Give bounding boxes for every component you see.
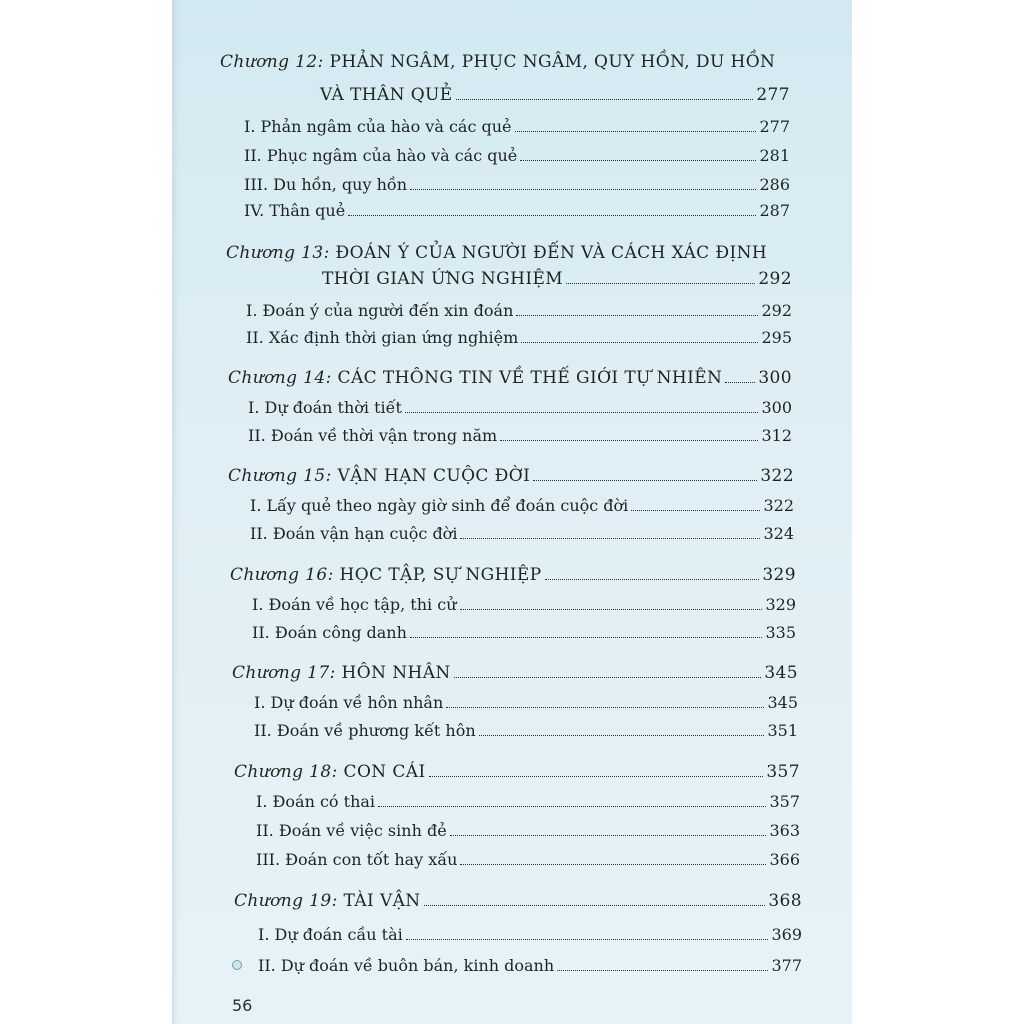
chapter-14-page: 300: [758, 368, 792, 388]
toc-entry: III. Du hồn, quy hồn 286: [244, 175, 790, 194]
chapter-19-page: 368: [768, 891, 802, 911]
chapter-16-title: HỌC TẬP, SỰ NGHIỆP: [339, 565, 542, 585]
chapter-15-title: VẬN HẠN CUỘC ĐỜI: [337, 466, 531, 486]
chapter-17-lead: Chương 17:: [232, 663, 336, 683]
dot-leader: [446, 707, 764, 708]
toc-entry: I. Dự đoán thời tiết 300: [248, 398, 792, 417]
chapter-17-heading: [232, 662, 798, 684]
dot-leader: [410, 637, 763, 638]
dot-leader: [424, 905, 766, 906]
chapter-14-lead: Chương 14:: [228, 368, 332, 388]
toc-entry: II. Dự đoán về buôn bán, kinh doanh 377: [258, 956, 802, 975]
dot-leader: [406, 939, 769, 940]
binding-hole: [232, 960, 242, 970]
chapter-13-title-cont: THỜI GIAN ỨNG NGHIỆM 292: [322, 269, 792, 289]
dot-leader: [545, 579, 760, 580]
toc-entry: II. Đoán vận hạn cuộc đời 324: [250, 524, 794, 543]
toc-entry: II. Xác định thời gian ứng nghiệm 295: [246, 328, 792, 347]
toc-entry: I. Đoán ý của người đến xin đoán 292: [246, 301, 792, 320]
chapter-15-page: 322: [760, 466, 794, 486]
chapter-13-page: 292: [758, 269, 792, 289]
toc-entry: I. Lấy quẻ theo ngày giờ sinh để đoán cuộc đời 322: [250, 496, 794, 515]
chapter-13-title: ĐOÁN Ý CỦA NGƯỜI ĐẾN VÀ CÁCH XÁC ĐỊNH: [335, 243, 768, 263]
chapter-13-heading: [226, 242, 767, 264]
chapter-14-title: CÁC THÔNG TIN VỀ THẾ GIỚI TỰ NHIÊN: [337, 368, 723, 388]
dot-leader: [460, 609, 763, 610]
dot-leader: [500, 440, 758, 441]
chapter-19-lead: Chương 19:: [234, 891, 338, 911]
dot-leader: [405, 412, 759, 413]
dot-leader: [460, 864, 766, 865]
chapter-18-title: CON CÁI: [343, 762, 426, 782]
toc-entry: II. Phục ngâm của hào và các quẻ 281: [244, 146, 790, 165]
dot-leader: [378, 806, 766, 807]
book-page: [172, 0, 852, 1024]
dot-leader: [479, 735, 765, 736]
dot-leader: [450, 835, 767, 836]
chapter-16-page: 329: [762, 565, 796, 585]
dot-leader: [521, 342, 758, 343]
page-number: 56: [232, 996, 253, 1015]
dot-leader: [454, 677, 762, 678]
chapter-12-page: 277: [756, 85, 790, 105]
dot-leader: [520, 160, 756, 161]
toc-entry: IV. Thân quẻ 287: [244, 201, 790, 220]
chapter-18-heading: [234, 761, 800, 783]
chapter-14-heading: [228, 367, 792, 389]
dot-leader: [429, 776, 764, 777]
chapter-12-title-cont: VÀ THÂN QUẺ 277: [320, 85, 790, 105]
chapter-17-page: 345: [764, 663, 798, 683]
toc-entry: I. Dự đoán về hôn nhân 345: [254, 693, 798, 712]
toc-entry: I. Đoán về học tập, thi cử 329: [252, 595, 796, 614]
toc-entry: I. Phản ngâm của hào và các quẻ 277: [244, 117, 790, 136]
toc-entry: II. Đoán về phương kết hôn 351: [254, 721, 798, 740]
dot-leader: [515, 131, 757, 132]
chapter-19-heading: [234, 890, 802, 912]
dot-leader: [516, 315, 758, 316]
dot-leader: [410, 189, 756, 190]
toc-entry: II. Đoán về việc sinh đẻ 363: [256, 821, 800, 840]
chapter-19-title: TÀI VẬN: [343, 891, 421, 911]
dot-leader: [348, 215, 756, 216]
toc-entry: I. Đoán có thai 357: [256, 792, 800, 811]
chapter-15-heading: [228, 465, 794, 487]
chapter-15-lead: Chương 15:: [228, 466, 332, 486]
chapter-17-title: HÔN NHÂN: [341, 663, 451, 683]
chapter-13-lead: Chương 13:: [226, 243, 330, 263]
chapter-18-lead: Chương 18:: [234, 762, 338, 782]
dot-leader: [460, 538, 760, 539]
chapter-12-title: PHẢN NGÂM, PHỤC NGÂM, QUY HỒN, DU HỒN: [329, 52, 776, 72]
chapter-16-heading: [230, 564, 796, 586]
table-of-contents: [172, 0, 852, 1024]
toc-entry: II. Đoán công danh 335: [252, 623, 796, 642]
chapter-18-page: 357: [766, 762, 800, 782]
chapter-16-lead: Chương 16:: [230, 565, 334, 585]
dot-leader: [456, 99, 754, 100]
chapter-12-heading: [220, 51, 775, 73]
toc-entry: III. Đoán con tốt hay xấu 366: [256, 850, 800, 869]
dot-leader: [557, 970, 768, 971]
chapter-12-lead: Chương 12:: [220, 52, 324, 72]
toc-entry: I. Dự đoán cầu tài 369: [258, 925, 802, 944]
toc-entry: II. Đoán về thời vận trong năm 312: [248, 426, 792, 445]
dot-leader: [533, 480, 757, 481]
dot-leader: [566, 283, 755, 284]
dot-leader: [631, 510, 760, 511]
dot-leader: [725, 382, 755, 383]
